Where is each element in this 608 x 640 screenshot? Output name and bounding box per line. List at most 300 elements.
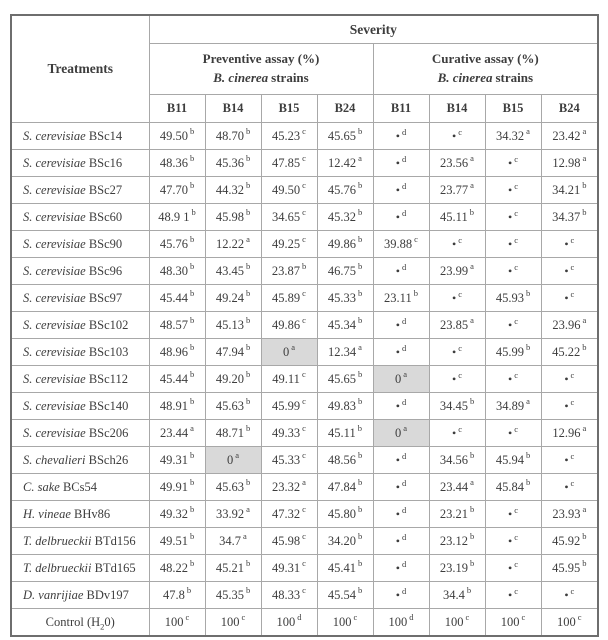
- value-cell: • $^d$: [373, 204, 429, 231]
- value-cell: • $^c$: [541, 393, 598, 420]
- significance-letter: b: [357, 369, 363, 380]
- value-cell: 45.89 $^c$: [261, 285, 317, 312]
- value-cell: • $^c$: [485, 501, 541, 528]
- value-cell: • $^c$: [541, 366, 598, 393]
- significance-letter: a: [246, 234, 250, 245]
- significance-letter: d: [401, 207, 407, 218]
- value-cell: 45.21 $^b$: [205, 555, 261, 582]
- species-name-italic: T. delbrueckii: [23, 533, 92, 548]
- value-cell: 33.92 $^a$: [205, 501, 261, 528]
- significance-letter: a: [470, 180, 474, 191]
- significance-letter: b: [301, 261, 307, 272]
- value-cell: 49.83 $^b$: [317, 393, 373, 420]
- significance-letter: b: [189, 558, 195, 569]
- value-cell: 48.36 $^b$: [149, 150, 205, 177]
- significance-letter: c: [302, 288, 306, 299]
- value-cell: • $^d$: [373, 150, 429, 177]
- value-cell: 48.9 1 $^b$: [149, 204, 205, 231]
- significance-letter: b: [357, 207, 363, 218]
- subscript: 2: [100, 621, 105, 631]
- value-cell: • $^d$: [373, 528, 429, 555]
- value-cell: • $^c$: [429, 123, 485, 150]
- significance-letter: b: [357, 450, 363, 461]
- value-cell: 23.44 $^a$: [429, 474, 485, 501]
- table-row: [11, 501, 598, 528]
- value-cell: 23.56 $^a$: [429, 150, 485, 177]
- species-name-italic: S. cerevisiae: [23, 236, 86, 251]
- curative-assay-subtitle: [374, 69, 598, 88]
- value-cell: 34.37 $^b$: [541, 204, 598, 231]
- significance-letter: c: [570, 396, 575, 407]
- strain-column-header: B24: [541, 95, 598, 123]
- value-cell: 0 $^a$: [205, 447, 261, 474]
- table-row: [11, 258, 598, 285]
- treatment-name-cell: S. chevalieri BSch26: [11, 447, 149, 474]
- value-cell: • $^c$: [485, 177, 541, 204]
- significance-letter: b: [469, 450, 475, 461]
- value-cell: • $^d$: [373, 393, 429, 420]
- significance-letter: b: [357, 423, 362, 434]
- value-cell: 34.56 $^b$: [429, 447, 485, 474]
- significance-letter: a: [358, 342, 362, 353]
- significance-letter: b: [189, 234, 195, 245]
- treatment-name-cell: S. cerevisiae BSc14: [11, 123, 149, 150]
- value-cell: • $^d$: [373, 258, 429, 285]
- significance-letter: b: [357, 180, 363, 191]
- treatment-name-cell: S. cerevisiae BSc103: [11, 339, 149, 366]
- value-cell: 45.93 $^b$: [485, 285, 541, 312]
- value-cell: • $^c$: [429, 231, 485, 258]
- value-cell: 12.34 $^a$: [317, 339, 373, 366]
- value-cell: • $^d$: [373, 123, 429, 150]
- significance-letter: c: [185, 612, 190, 623]
- species-name-italic: S. chevalieri: [23, 452, 86, 467]
- value-cell: • $^c$: [485, 312, 541, 339]
- value-cell: 0 $^a$: [373, 366, 429, 393]
- significance-letter: c: [302, 558, 306, 569]
- value-cell: 39.88 $^c$: [373, 231, 429, 258]
- significance-letter: b: [245, 558, 251, 569]
- value-cell: 34.20 $^b$: [317, 528, 373, 555]
- value-cell: 48.57 $^b$: [149, 312, 205, 339]
- value-cell: 49.86 $^c$: [261, 312, 317, 339]
- significance-letter: a: [302, 477, 306, 488]
- treatment-name-cell: T. delbrueckii BTd156: [11, 528, 149, 555]
- significance-letter: b: [189, 180, 195, 191]
- treatment-name-cell: S. cerevisiae BSc97: [11, 285, 149, 312]
- significance-letter: b: [191, 207, 196, 218]
- value-cell: • $^c$: [541, 474, 598, 501]
- significance-letter: c: [521, 612, 526, 623]
- value-cell: • $^c$: [485, 555, 541, 582]
- value-cell: 49.31 $^c$: [261, 555, 317, 582]
- curative-assay-title: Curative assay (%): [431, 51, 539, 67]
- value-cell: 45.54 $^b$: [317, 582, 373, 609]
- value-cell: 45.76 $^b$: [149, 231, 205, 258]
- species-name-italic: B. cinerea: [437, 70, 493, 85]
- strains-word: strains: [271, 70, 309, 85]
- significance-letter: d: [409, 612, 414, 623]
- value-cell: • $^d$: [373, 501, 429, 528]
- severity-table: [10, 14, 599, 637]
- significance-letter: c: [241, 612, 246, 623]
- strain-column-header: B14: [205, 95, 261, 123]
- significance-letter: c: [353, 612, 358, 623]
- significance-letter: b: [525, 288, 531, 299]
- table-row: [11, 420, 598, 447]
- significance-letter: c: [514, 369, 518, 380]
- table-row: [11, 528, 598, 555]
- significance-letter: d: [401, 585, 407, 596]
- significance-letter: c: [570, 450, 575, 461]
- significance-letter: c: [570, 234, 575, 245]
- significance-letter: b: [357, 396, 363, 407]
- value-cell: 45.11 $^b$: [317, 420, 373, 447]
- significance-letter: b: [525, 450, 531, 461]
- significance-letter: a: [403, 423, 408, 434]
- significance-letter: c: [514, 153, 518, 164]
- value-cell: 100 $^c$: [541, 609, 598, 637]
- treatment-name-cell: S. cerevisiae BSc90: [11, 231, 149, 258]
- species-name-italic: S. cerevisiae: [23, 128, 86, 143]
- significance-letter: b: [245, 585, 251, 596]
- treatment-name-cell: H. vineae BHv86: [11, 501, 149, 528]
- species-name-italic: H. vineae: [23, 506, 71, 521]
- strain-column-header: B11: [373, 95, 429, 123]
- treatment-name-cell: S. cerevisiae BSc206: [11, 420, 149, 447]
- value-cell: 34.45 $^b$: [429, 393, 485, 420]
- preventive-assay-header: [149, 44, 373, 95]
- species-name-italic: S. cerevisiae: [23, 182, 86, 197]
- species-name-italic: S. cerevisiae: [23, 398, 86, 413]
- significance-letter: c: [570, 585, 575, 596]
- value-cell: • $^d$: [373, 177, 429, 204]
- significance-letter: a: [235, 450, 240, 461]
- significance-letter: b: [357, 288, 363, 299]
- significance-letter: c: [302, 153, 306, 164]
- significance-letter: b: [469, 558, 475, 569]
- significance-letter: b: [245, 477, 251, 488]
- table-row: [11, 150, 598, 177]
- value-cell: 45.94 $^b$: [485, 447, 541, 474]
- table-row: [11, 609, 598, 637]
- value-cell: 45.36 $^b$: [205, 150, 261, 177]
- significance-letter: c: [570, 369, 575, 380]
- significance-letter: b: [189, 126, 195, 137]
- value-cell: 49.11 $^c$: [261, 366, 317, 393]
- significance-letter: b: [245, 180, 251, 191]
- value-cell: 49.50 $^b$: [149, 123, 205, 150]
- significance-letter: a: [358, 153, 362, 164]
- treatment-name-cell: D. vanrijiae BDv197: [11, 582, 149, 609]
- value-cell: 48.71 $^b$: [205, 420, 261, 447]
- significance-letter: d: [401, 315, 407, 326]
- strain-column-header: B15: [261, 95, 317, 123]
- significance-letter: c: [514, 180, 518, 191]
- significance-letter: c: [302, 504, 306, 515]
- value-cell: • $^c$: [485, 582, 541, 609]
- significance-letter: b: [357, 585, 363, 596]
- table-row: [11, 231, 598, 258]
- value-cell: 12.42 $^a$: [317, 150, 373, 177]
- significance-letter: b: [357, 315, 363, 326]
- value-cell: 49.32 $^b$: [149, 501, 205, 528]
- treatment-name-cell: S. cerevisiae BSc112: [11, 366, 149, 393]
- value-cell: 45.63 $^b$: [205, 474, 261, 501]
- value-cell: 34.65 $^c$: [261, 204, 317, 231]
- curative-assay-header: [373, 44, 598, 95]
- significance-letter: b: [357, 261, 363, 272]
- species-name-italic: S. cerevisiae: [23, 344, 86, 359]
- value-cell: 45.80 $^b$: [317, 501, 373, 528]
- value-cell: 49.86 $^b$: [317, 231, 373, 258]
- significance-letter: c: [570, 288, 575, 299]
- value-cell: 45.33 $^c$: [261, 447, 317, 474]
- significance-letter: d: [401, 261, 407, 272]
- significance-letter: c: [302, 396, 306, 407]
- significance-letter: c: [570, 477, 575, 488]
- value-cell: 23.96 $^a$: [541, 312, 598, 339]
- significance-letter: a: [470, 315, 474, 326]
- value-cell: 45.44 $^b$: [149, 366, 205, 393]
- value-cell: • $^c$: [485, 420, 541, 447]
- significance-letter: b: [245, 342, 251, 353]
- value-cell: • $^c$: [541, 285, 598, 312]
- value-cell: 45.44 $^b$: [149, 285, 205, 312]
- significance-letter: b: [245, 153, 251, 164]
- value-cell: • $^c$: [541, 231, 598, 258]
- significance-letter: b: [189, 450, 195, 461]
- value-cell: 44.32 $^b$: [205, 177, 261, 204]
- significance-letter: b: [469, 207, 474, 218]
- table-row: [11, 447, 598, 474]
- value-cell: 34.7 $^a$: [205, 528, 261, 555]
- value-cell: 12.22 $^a$: [205, 231, 261, 258]
- value-cell: 49.91 $^b$: [149, 474, 205, 501]
- species-name-italic: D. vanrijiae: [23, 587, 84, 602]
- treatment-name-cell: S. cerevisiae BSc102: [11, 312, 149, 339]
- significance-letter: a: [582, 153, 587, 164]
- value-cell: 100 $^c$: [429, 609, 485, 637]
- significance-letter: c: [514, 504, 518, 515]
- significance-letter: d: [401, 531, 407, 542]
- value-cell: • $^d$: [373, 555, 429, 582]
- value-cell: 45.13 $^b$: [205, 312, 261, 339]
- table-row: [11, 555, 598, 582]
- value-cell: 45.11 $^b$: [429, 204, 485, 231]
- value-cell: 0 $^a$: [373, 420, 429, 447]
- value-cell: 43.45 $^b$: [205, 258, 261, 285]
- significance-letter: b: [357, 531, 363, 542]
- significance-letter: c: [514, 531, 518, 542]
- value-cell: 23.93 $^a$: [541, 501, 598, 528]
- value-cell: • $^d$: [373, 447, 429, 474]
- significance-letter: b: [582, 558, 587, 569]
- value-cell: 48.70 $^b$: [205, 123, 261, 150]
- significance-letter: b: [357, 558, 363, 569]
- significance-letter: c: [577, 612, 582, 623]
- value-cell: 49.20 $^b$: [205, 366, 261, 393]
- value-cell: 49.31 $^b$: [149, 447, 205, 474]
- significance-letter: c: [514, 234, 518, 245]
- significance-letter: b: [189, 153, 195, 164]
- value-cell: 100 $^c$: [205, 609, 261, 637]
- value-cell: 47.85 $^c$: [261, 150, 317, 177]
- value-cell: • $^c$: [541, 447, 598, 474]
- value-cell: 45.23 $^c$: [261, 123, 317, 150]
- significance-letter: c: [514, 558, 518, 569]
- value-cell: 48.30 $^b$: [149, 258, 205, 285]
- value-cell: 45.34 $^b$: [317, 312, 373, 339]
- significance-letter: c: [302, 126, 306, 137]
- strains-word: strains: [495, 70, 534, 85]
- significance-letter: c: [458, 288, 462, 299]
- value-cell: 45.99 $^b$: [485, 339, 541, 366]
- value-cell: 100 $^c$: [149, 609, 205, 637]
- significance-letter: c: [458, 369, 462, 380]
- species-name-italic: S. cerevisiae: [23, 290, 86, 305]
- value-cell: • $^c$: [485, 366, 541, 393]
- treatments-header: Treatments: [11, 15, 149, 123]
- value-cell: 45.98 $^c$: [261, 528, 317, 555]
- species-name-italic: S. cerevisiae: [23, 317, 86, 332]
- value-cell: 34.4 $^b$: [429, 582, 485, 609]
- significance-letter: b: [245, 126, 251, 137]
- strain-column-header: B14: [429, 95, 485, 123]
- significance-letter: b: [245, 369, 251, 380]
- value-cell: 45.99 $^c$: [261, 393, 317, 420]
- significance-letter: b: [466, 585, 472, 596]
- significance-letter: c: [570, 261, 575, 272]
- value-cell: • $^d$: [373, 474, 429, 501]
- value-cell: 0 $^a$: [261, 339, 317, 366]
- significance-letter: d: [401, 396, 407, 407]
- value-cell: 47.94 $^b$: [205, 339, 261, 366]
- significance-letter: a: [582, 423, 587, 434]
- significance-letter: c: [302, 180, 306, 191]
- significance-letter: b: [525, 342, 531, 353]
- treatment-name-cell: S. cerevisiae BSc16: [11, 150, 149, 177]
- value-cell: 45.92 $^b$: [541, 528, 598, 555]
- value-cell: • $^c$: [485, 231, 541, 258]
- value-cell: 23.77 $^a$: [429, 177, 485, 204]
- significance-letter: b: [245, 396, 251, 407]
- significance-letter: d: [401, 153, 407, 164]
- significance-letter: d: [401, 342, 407, 353]
- significance-letter: b: [582, 207, 587, 218]
- significance-letter: b: [357, 126, 363, 137]
- value-cell: 23.21 $^b$: [429, 501, 485, 528]
- treatment-name-cell: C. sake BCs54: [11, 474, 149, 501]
- value-cell: • $^c$: [485, 528, 541, 555]
- value-cell: • $^c$: [429, 420, 485, 447]
- value-cell: 47.84 $^b$: [317, 474, 373, 501]
- table-row: [11, 582, 598, 609]
- significance-letter: b: [189, 396, 195, 407]
- value-cell: • $^d$: [373, 339, 429, 366]
- value-cell: • $^c$: [541, 582, 598, 609]
- table-row: [11, 177, 598, 204]
- significance-letter: c: [302, 234, 306, 245]
- significance-letter: b: [245, 261, 251, 272]
- strain-column-header: B24: [317, 95, 373, 123]
- significance-letter: c: [302, 207, 306, 218]
- value-cell: 34.21 $^b$: [541, 177, 598, 204]
- value-cell: • $^c$: [429, 285, 485, 312]
- treatment-name-cell: Control $(H_20)$: [11, 609, 149, 637]
- value-cell: 49.51 $^b$: [149, 528, 205, 555]
- value-cell: 12.96 $^a$: [541, 420, 598, 447]
- value-cell: 45.76 $^b$: [317, 177, 373, 204]
- significance-letter: c: [514, 207, 518, 218]
- value-cell: 48.22 $^b$: [149, 555, 205, 582]
- severity-header: Severity: [149, 15, 598, 44]
- treatment-name-cell: S. cerevisiae BSc27: [11, 177, 149, 204]
- significance-letter: b: [469, 396, 475, 407]
- significance-letter: c: [465, 612, 470, 623]
- significance-letter: c: [458, 234, 462, 245]
- value-cell: 34.89 $^a$: [485, 393, 541, 420]
- value-cell: 100 $^c$: [317, 609, 373, 637]
- value-cell: • $^c$: [429, 339, 485, 366]
- significance-letter: d: [401, 450, 407, 461]
- table-row: [11, 393, 598, 420]
- species-name-italic: S. cerevisiae: [23, 155, 86, 170]
- value-cell: 47.32 $^c$: [261, 501, 317, 528]
- preventive-assay-title: Preventive assay (%): [202, 51, 320, 67]
- treatment-name-cell: S. cerevisiae BSc96: [11, 258, 149, 285]
- significance-letter: b: [245, 288, 251, 299]
- strain-column-header: B11: [149, 95, 205, 123]
- value-cell: 23.42 $^a$: [541, 123, 598, 150]
- value-cell: 23.44 $^a$: [149, 420, 205, 447]
- species-name-italic: C. sake: [23, 479, 60, 494]
- significance-letter: b: [189, 315, 195, 326]
- table-row: [11, 339, 598, 366]
- value-cell: 45.65 $^b$: [317, 366, 373, 393]
- significance-letter: b: [186, 585, 192, 596]
- value-cell: 45.32 $^b$: [317, 204, 373, 231]
- value-cell: 49.25 $^c$: [261, 231, 317, 258]
- value-cell: • $^d$: [373, 312, 429, 339]
- significance-letter: b: [357, 477, 363, 488]
- significance-letter: c: [414, 234, 418, 245]
- significance-letter: c: [302, 315, 306, 326]
- value-cell: 48.91 $^b$: [149, 393, 205, 420]
- value-cell: 23.99 $^a$: [429, 258, 485, 285]
- significance-letter: a: [582, 504, 587, 515]
- significance-letter: c: [514, 423, 518, 434]
- significance-letter: b: [582, 180, 587, 191]
- header-row-severity: [11, 15, 598, 44]
- value-cell: 45.41 $^b$: [317, 555, 373, 582]
- value-cell: 48.56 $^b$: [317, 447, 373, 474]
- significance-letter: a: [582, 126, 587, 137]
- significance-letter: d: [401, 180, 407, 191]
- significance-letter: d: [401, 126, 407, 137]
- significance-letter: a: [470, 261, 474, 272]
- significance-letter: b: [189, 369, 195, 380]
- species-name-italic: B. cinerea: [213, 70, 269, 85]
- significance-letter: a: [582, 315, 587, 326]
- significance-letter: b: [357, 234, 363, 245]
- species-name-italic: S. cerevisiae: [23, 371, 86, 386]
- treatment-name-cell: T. delbrueckii BTd165: [11, 555, 149, 582]
- species-name-italic: S. cerevisiae: [23, 425, 86, 440]
- preventive-assay-subtitle: [150, 69, 373, 88]
- value-cell: 46.75 $^b$: [317, 258, 373, 285]
- value-cell: 45.33 $^b$: [317, 285, 373, 312]
